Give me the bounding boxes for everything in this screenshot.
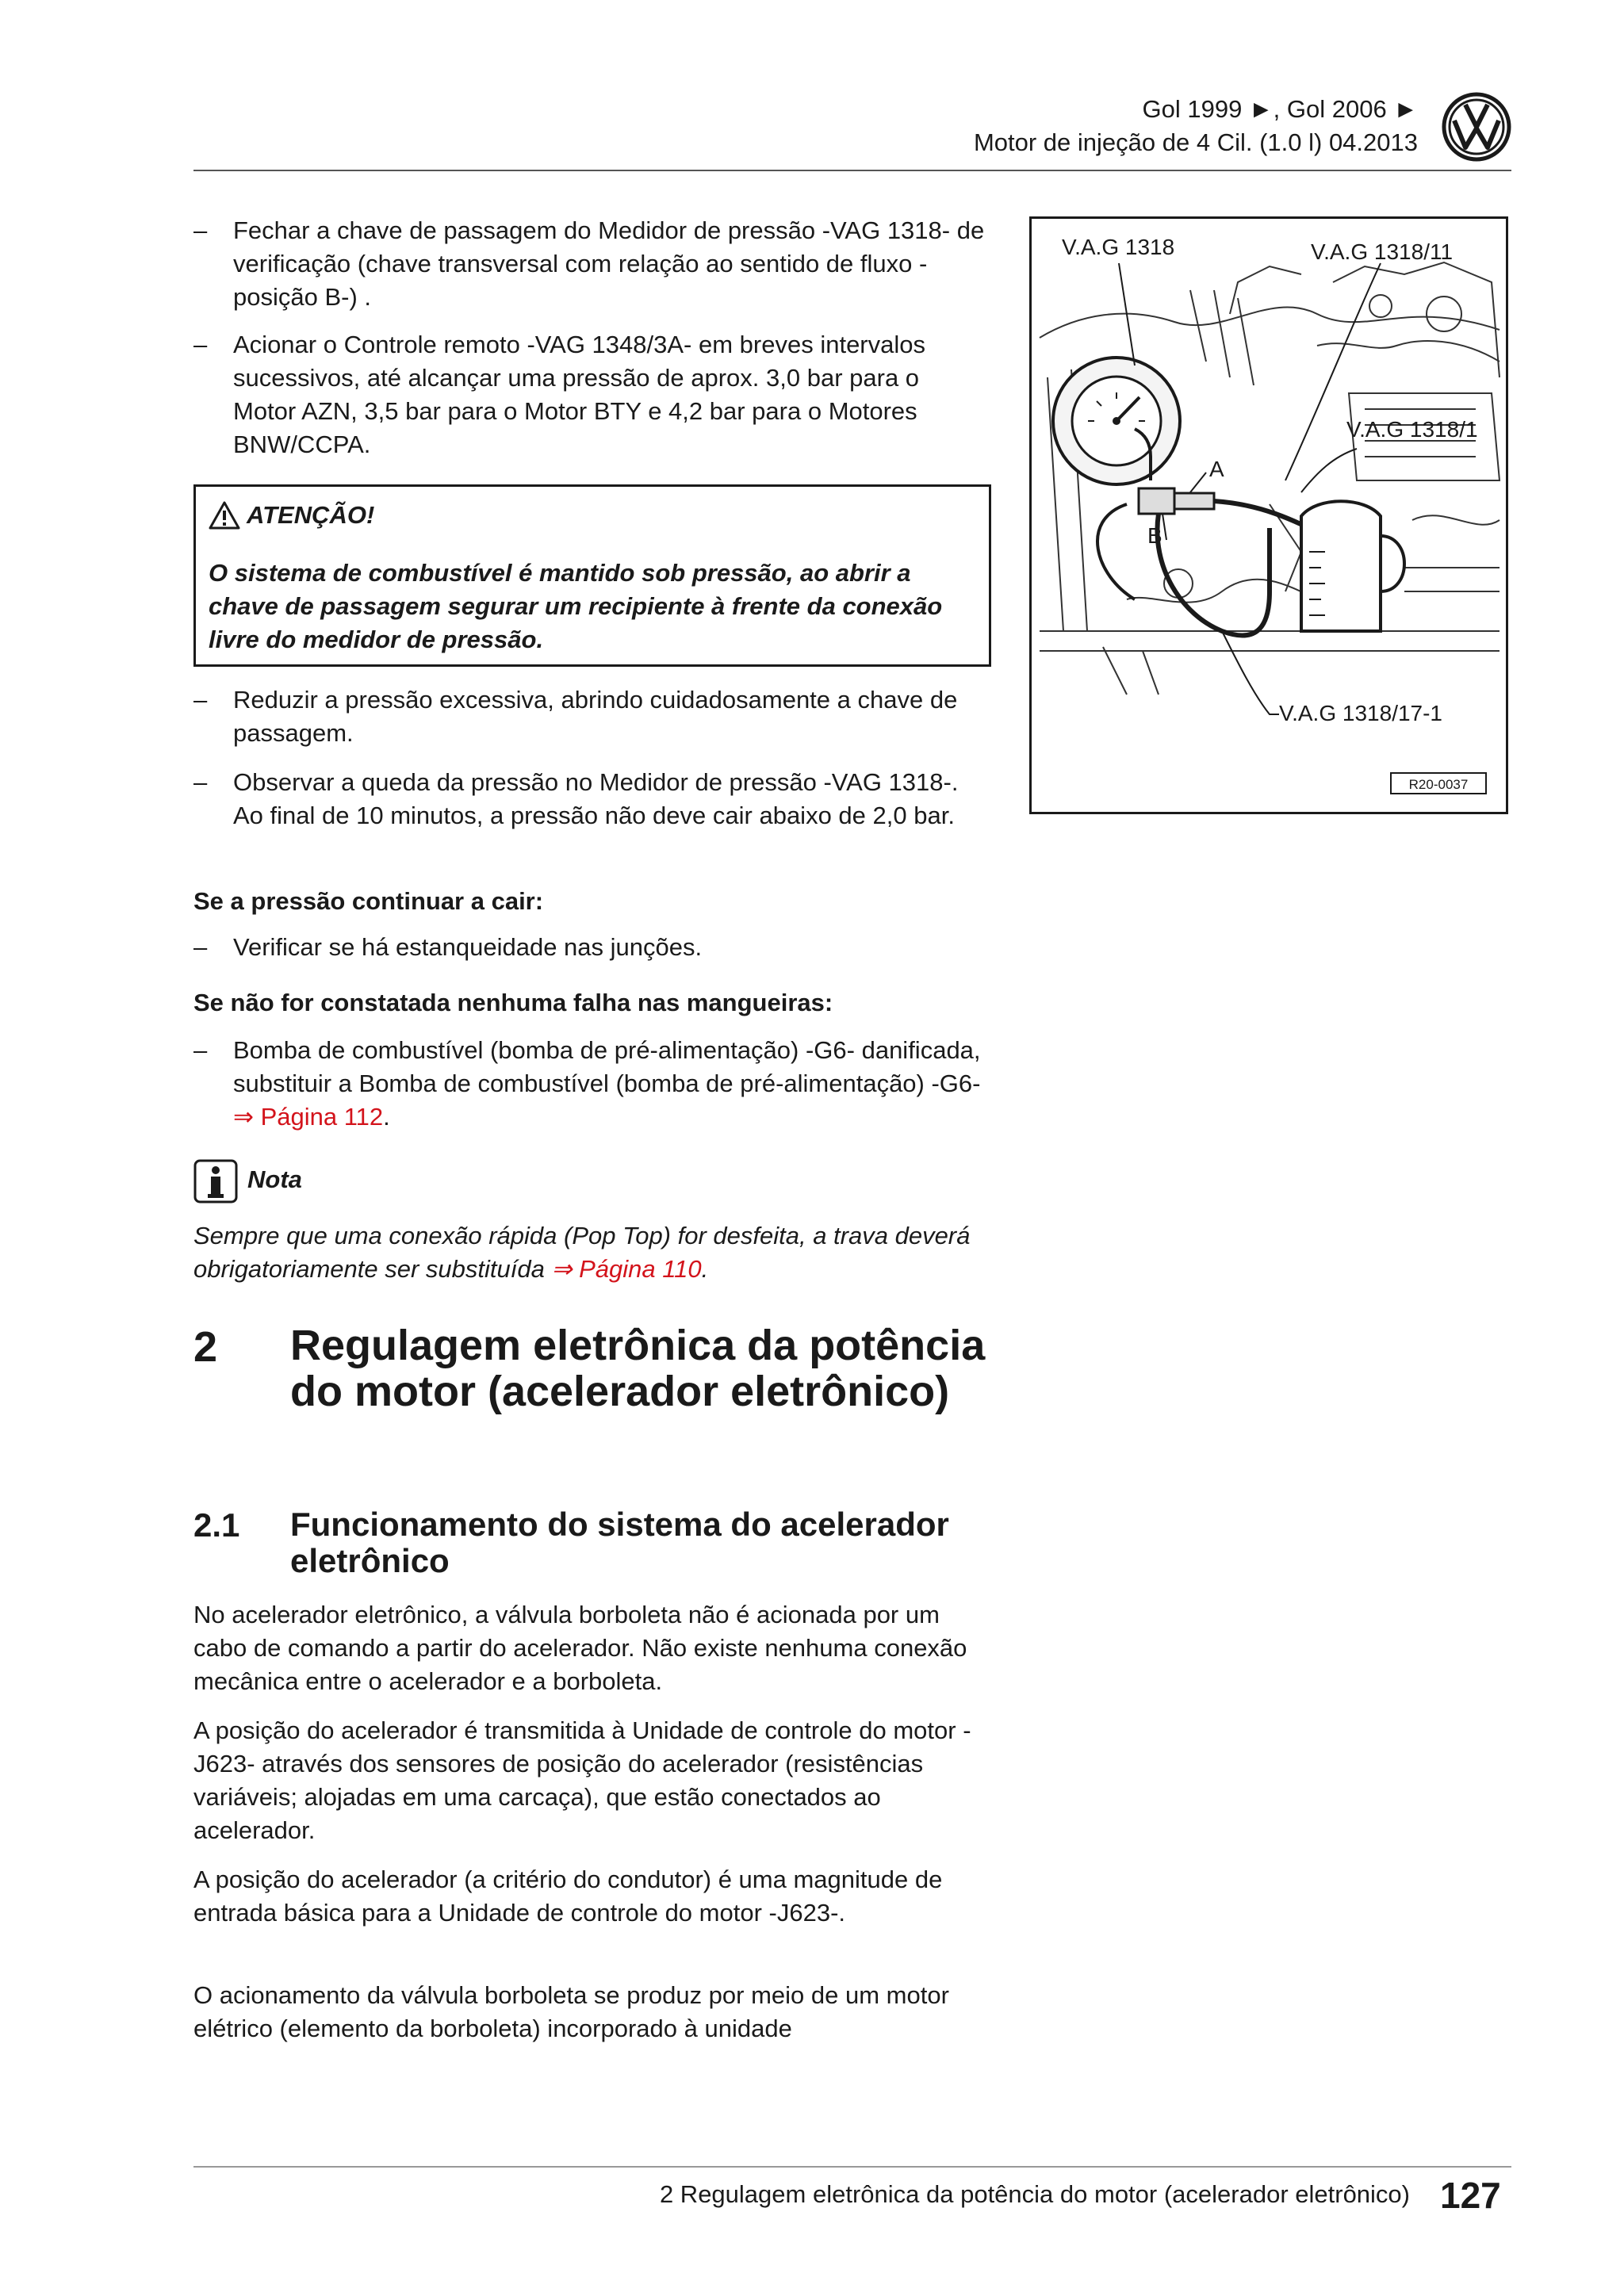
header-engine-title: Motor de injeção de 4 Cil. (1.0 l) 04.2013: [973, 128, 1418, 156]
page-110-link[interactable]: ⇒ Página 110: [551, 1255, 702, 1283]
step-text: Fechar a chave de passagem do Medidor de pressão -VAG 1318- de verificação (chave transversal com relação ao sentido de fluxo -posição B-) .: [233, 216, 985, 311]
paragraph: A posição do acelerador é transmitida à Unidade de controle do motor -J623- através dos sensores de posição do acelerador (resistências variáveis; alojadas em uma carcaça), que estão conectados ao acelerador.: [193, 1716, 971, 1844]
step-body: Bomba de combustível (bomba de pré-alimentação) -G6- danificada, substituir a Bomba de combustível (bomba de pré-alimentação) -G6-: [233, 1036, 981, 1097]
list-dash: –: [193, 331, 208, 358]
subsection-title: Funcionamento do sistema do acelerador eletrônico: [290, 1506, 949, 1579]
list-dash: –: [193, 1036, 208, 1064]
section-title: Regulagem eletrônica da potência do motor (acelerador eletrônico): [290, 1322, 986, 1415]
list-dash: –: [193, 216, 208, 244]
footer-divider: [193, 2166, 1511, 2168]
label-position-a: A: [1209, 457, 1224, 481]
step-remote-control: [193, 328, 986, 461]
nota-end: .: [701, 1255, 709, 1283]
page-number: 127: [1440, 2175, 1501, 2216]
warning-heading: [209, 501, 374, 530]
header-divider: [193, 170, 1511, 171]
warning-triangle-icon: [209, 501, 240, 530]
vw-logo-icon: [1442, 92, 1511, 162]
figure-reference: R20-0037: [1390, 772, 1487, 794]
step-end: .: [383, 1103, 390, 1131]
footer-chapter-title: 2 Regulagem eletrônica da potência do motor (acelerador eletrônico): [659, 2180, 1410, 2208]
pressure-gauge-figure: [1029, 216, 1508, 814]
nota-body: Sempre que uma conexão rápida (Pop Top) for desfeita, a trava deverá obrigatoriamente ser substituída: [193, 1222, 971, 1283]
condition-heading: Se a pressão continuar a cair:: [193, 887, 544, 915]
condition-heading: Se não for constatada nenhuma falha nas mangueiras:: [193, 989, 833, 1016]
step-close-valve: [193, 214, 986, 314]
paragraph: O acionamento da válvula borboleta se produz por meio de um motor elétrico (elemento da borboleta) incorporado à unidade: [193, 1981, 949, 2042]
label-adapter-top: V.A.G 1318/11: [1311, 239, 1454, 264]
step-check-seals: [193, 931, 986, 964]
list-dash: –: [193, 768, 208, 796]
section-number: 2: [193, 1323, 218, 1371]
list-dash: –: [193, 686, 208, 714]
step-reduce-pressure: [193, 683, 986, 750]
label-gauge: V.A.G 1318: [1062, 235, 1175, 259]
page-112-link[interactable]: ⇒ Página 112: [233, 1103, 384, 1131]
info-icon: [193, 1159, 238, 1203]
step-text: [233, 1034, 986, 1134]
warning-text: O sistema de combustível é mantido sob pressão, ao abrir a chave de passagem segurar um recipiente à frente da conexão livre do medidor de pressão.: [209, 559, 943, 653]
subsection-number: 2.1: [193, 1506, 240, 1544]
step-text: Observar a queda da pressão no Medidor de pressão -VAG 1318-. Ao final de 10 minutos, a pressão não deve cair abaixo de 2,0 bar.: [233, 768, 959, 829]
step-replace-pump: [193, 1034, 986, 1134]
label-hose: V.A.G 1318/17-1: [1279, 701, 1443, 725]
label-position-b: B: [1147, 523, 1162, 548]
list-dash: –: [193, 933, 208, 961]
header-vehicle-models: Gol 1999 ►, Gol 2006 ►: [1142, 95, 1418, 123]
nota-text: [193, 1219, 986, 1286]
warning-box: [193, 484, 991, 667]
step-observe-drop: [193, 766, 986, 832]
paragraph: A posição do acelerador (a critério do condutor) é uma magnitude de entrada básica para a Unidade de controle do motor -J623-.: [193, 1866, 943, 1927]
label-adapter-mid: V.A.G 1318/1: [1346, 417, 1478, 442]
step-text: Reduzir a pressão excessiva, abrindo cuidadosamente a chave de passagem.: [233, 686, 958, 747]
warning-title: ATENÇÃO!: [247, 501, 375, 529]
paragraph: No acelerador eletrônico, a válvula borboleta não é acionada por um cabo de comando a partir do acelerador. Não existe nenhuma conexão mecânica entre o acelerador e a borboleta.: [193, 1601, 967, 1695]
nota-label: Nota: [247, 1165, 302, 1193]
step-text: Acionar o Controle remoto -VAG 1348/3A- em breves intervalos sucessivos, até alcançar uma pressão de aprox. 3,0 bar para o Motor AZN, 3,5 bar para o Motor BTY e 4,2 bar para o Motores BNW/CCPA.: [233, 331, 925, 458]
step-text: Verificar se há estanqueidade nas junções.: [233, 933, 703, 961]
